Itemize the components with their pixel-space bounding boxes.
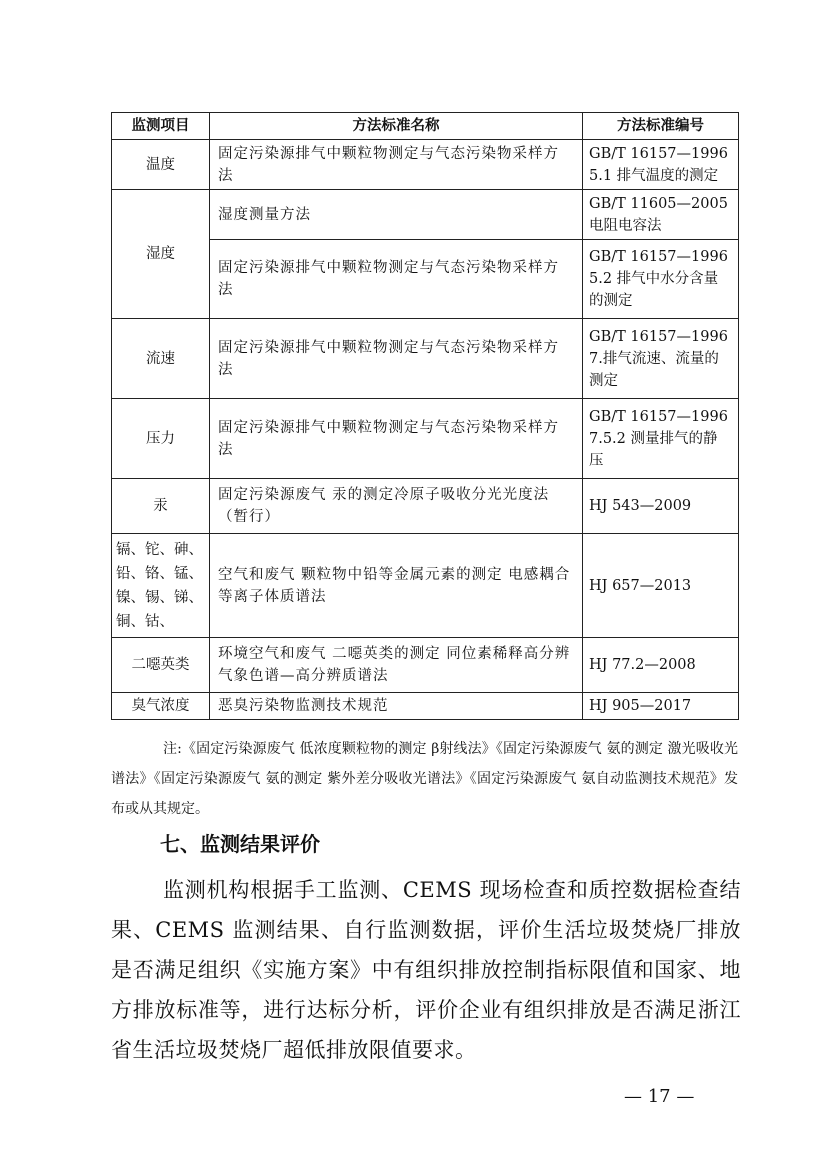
method-code-line: 7.5.2 测量排气的静 xyxy=(589,430,718,447)
method-name: 固定污染源排气中颗粒物测定与气态污染物采样方法 xyxy=(210,140,583,190)
method-name: 固定污染源废气 汞的测定冷原子吸收分光光度法（暂行） xyxy=(210,479,583,534)
method-code xyxy=(583,319,739,399)
method-code-line: 压 xyxy=(589,452,604,469)
method-code-line: 电阻电容法 xyxy=(589,217,662,234)
method-code-line: HJ 657—2013 xyxy=(589,577,692,594)
monitoring-item: 湿度 xyxy=(112,190,210,319)
method-code xyxy=(583,638,739,693)
method-code xyxy=(583,693,739,720)
method-code-line: HJ 543—2009 xyxy=(589,498,692,514)
header-method-name: 方法标准名称 xyxy=(210,113,583,140)
method-code-line: 5.2 排气中水分含量 xyxy=(589,271,719,287)
method-code xyxy=(583,399,739,479)
method-code-line: 7.排气流速、流量的 xyxy=(589,350,719,367)
page-number: — 17 — xyxy=(624,1086,695,1107)
monitoring-item: 流速 xyxy=(112,319,210,399)
method-code-line: GB/T 16157—1996 xyxy=(589,145,728,162)
method-code-line: 的测定 xyxy=(589,293,633,309)
method-code xyxy=(583,534,739,638)
method-name: 空气和废气 颗粒物中铅等金属元素的测定 电感耦合等离子体质谱法 xyxy=(210,534,583,638)
table-row xyxy=(112,190,739,240)
method-code-line: HJ 77.2—2008 xyxy=(589,657,696,673)
method-name: 固定污染源排气中颗粒物测定与气态污染物采样方法 xyxy=(210,399,583,479)
method-code xyxy=(583,479,739,534)
table-row xyxy=(112,140,739,190)
table-row xyxy=(112,319,739,399)
method-name: 固定污染源排气中颗粒物测定与气态污染物采样方法 xyxy=(210,240,583,319)
method-name: 恶臭污染物监测技术规范 xyxy=(210,693,583,720)
method-name: 湿度测量方法 xyxy=(210,190,583,240)
method-code xyxy=(583,140,739,190)
body-paragraph: 监测机构根据手工监测、CEMS 现场检查和质控数据检查结果、CEMS 监测结果、自行监测数据，评价生活垃圾焚烧厂排放是否满足组织《实施方案》中有组织排放控制指标限值和国家、地方排放标准等，进行达标分析，评价企业有组织排放是否满足浙江省生活垃圾焚烧厂超低排放限值要求。 xyxy=(111,878,741,1062)
header-method-code: 方法标准编号 xyxy=(583,113,739,140)
method-code-line: 5.1 排气温度的测定 xyxy=(589,167,719,184)
method-code-line: 测定 xyxy=(589,372,618,389)
header-monitoring-item: 监测项目 xyxy=(112,113,210,140)
table-row xyxy=(112,638,739,693)
monitoring-item: 压力 xyxy=(112,399,210,479)
monitoring-item: 温度 xyxy=(112,140,210,190)
method-name: 固定污染源排气中颗粒物测定与气态污染物采样方法 xyxy=(210,319,583,399)
table-row xyxy=(112,693,739,720)
method-code xyxy=(583,240,739,319)
method-code-line: GB/T 16157—1996 xyxy=(589,249,728,265)
monitoring-item: 臭气浓度 xyxy=(112,693,210,720)
monitoring-methods-table xyxy=(111,112,739,720)
monitoring-item: 汞 xyxy=(112,479,210,534)
table-header-row xyxy=(112,113,739,140)
method-code-line: HJ 905—2017 xyxy=(589,698,692,714)
method-code-line: GB/T 16157—1996 xyxy=(589,408,728,425)
section-heading: 七、监测结果评价 xyxy=(160,832,320,856)
method-code-line: GB/T 11605—2005 xyxy=(589,195,728,212)
table-row xyxy=(112,479,739,534)
table-row xyxy=(112,534,739,638)
monitoring-item: 二噁英类 xyxy=(112,638,210,693)
table-row xyxy=(112,399,739,479)
method-name: 环境空气和废气 二噁英类的测定 同位素稀释高分辨气象色谱—高分辨质谱法 xyxy=(210,638,583,693)
table-footnote: 注:《固定污染源废气 低浓度颗粒物的测定 β射线法》《固定污染源废气 氨的测定 激光吸收光谱法》《固定污染源废气 氨的测定 紫外差分吸收光谱法》《固定污染源废气 氨自动监测技术规范》发布或从其规定。 xyxy=(111,741,738,817)
method-code xyxy=(583,190,739,240)
method-code-line: GB/T 16157—1996 xyxy=(589,328,728,345)
monitoring-item: 镉、铊、砷、铅、铬、锰、镍、锡、锑、铜、钴、 xyxy=(112,534,210,638)
